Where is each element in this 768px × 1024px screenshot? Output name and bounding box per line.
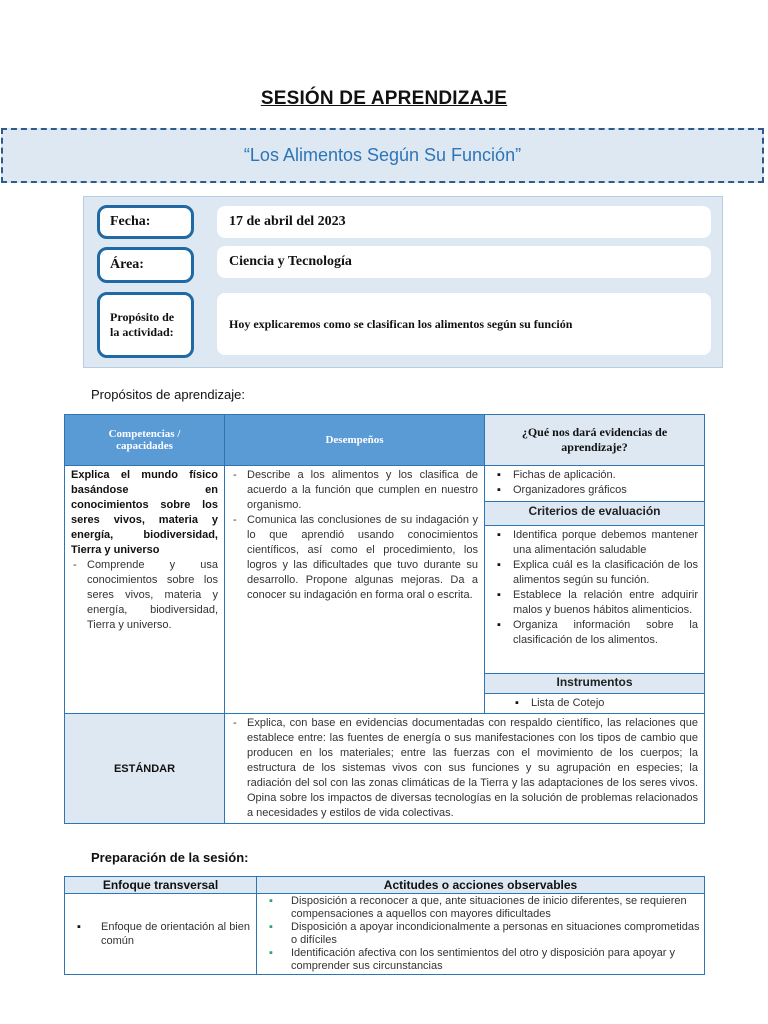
instrumentos-cell bbox=[485, 694, 705, 714]
proposito-label-box bbox=[97, 292, 194, 358]
fecha-label-box bbox=[97, 205, 194, 239]
area-value-box bbox=[217, 246, 711, 278]
actitud-item: ▪ Identificación afectiva con los sentimientos del otro y disposición para apoyar y comprender sus circunstancias bbox=[261, 947, 700, 973]
proposito-value: Hoy explicaremos como se clasifican los alimentos según su función bbox=[229, 316, 573, 331]
competencia-text: Explica el mundo físico basándose en conocimientos sobre los seres vivos, materia y energía, biodiversidad, Tierra y universo bbox=[71, 469, 218, 556]
fecha-value: 17 de abril del 2023 bbox=[229, 214, 346, 229]
desempeno-item: - Comunica las conclusiones de su indagación y lo que aprendió usando conocimientos científicos, así como el procedimiento, los logros y las dificultades que tuvo durante su desarrollo. Propone algunas mejoras. Da a conocer su indagación en forma oral o escrita. bbox=[231, 513, 478, 603]
session-subtitle: “Los Alimentos Según Su Función” bbox=[243, 145, 522, 165]
instrumentos-header: Instrumentos bbox=[485, 674, 705, 694]
criterio-item: ▪ Establece la relación entre adquirir malos y buenos hábitos alimenticios. bbox=[491, 588, 698, 618]
capacidad-item: - Comprende y usa conocimientos sobre los seres vivos, materia y energía, biodiversidad, Tierra y universo. bbox=[71, 558, 218, 633]
actitud-item: ▪ Disposición a reconocer a que, ante situaciones de inicio diferentes, se requieren compensaciones a aquellos con mayores dificultades bbox=[261, 895, 700, 921]
actitudes-list bbox=[261, 895, 700, 973]
criterios-cell bbox=[485, 526, 705, 674]
fecha-label: Fecha: bbox=[110, 214, 151, 229]
competencias-cell bbox=[65, 466, 225, 714]
page-title: SESIÓN DE APRENDIZAJE bbox=[260, 88, 508, 109]
estandar-list bbox=[231, 716, 698, 821]
evidencia-item: ▪ Organizadores gráficos bbox=[491, 483, 698, 498]
enfoque-list bbox=[71, 920, 250, 948]
info-panel bbox=[83, 196, 723, 368]
header-competencias-line1: Competencias / bbox=[108, 428, 181, 440]
header-competencias-line2: capacidades bbox=[116, 440, 173, 452]
desempenos-cell bbox=[225, 466, 485, 714]
evidencia-item: ▪ Fichas de aplicación. bbox=[491, 468, 698, 483]
proposito-label-line2: la actividad: bbox=[110, 325, 174, 339]
area-label-box bbox=[97, 247, 194, 283]
enfoque-cell bbox=[65, 894, 257, 975]
estandar-label: ESTÁNDAR bbox=[65, 714, 225, 824]
criterios-header: Criterios de evaluación bbox=[485, 502, 705, 526]
evidencias-list bbox=[491, 468, 698, 498]
proposito-label-line1: Propósito de bbox=[110, 310, 175, 324]
header-desempenos: Desempeños bbox=[225, 415, 485, 466]
actitudes-cell bbox=[257, 894, 705, 975]
desempenos-list bbox=[231, 468, 478, 603]
header-competencias bbox=[65, 415, 225, 466]
estandar-text: - Explica, con base en evidencias documentadas con respaldo científico, las relaciones que establece entre: las fuentes de energía o sus manifestaciones con los tipos de cambio que producen en los materiales; entre las fuerzas con el movimiento de los cuerpos; la estructura de los sistemas vivos con sus funciones y su agrupación en especies; la radiación del sol con las zonas climáticas de la Tierra y las adaptaciones de los seres vivos. Opina sobre los impactos de diversas tecnologías en la solución de problemas relacionados a necesidades y estilos de vida colectivas. bbox=[231, 716, 698, 821]
enfoque-item: ▪ Enfoque de orientación al bien común bbox=[71, 920, 250, 948]
header-actitudes: Actitudes o acciones observables bbox=[257, 877, 705, 894]
criterio-item: ▪ Organiza información sobre la clasificación de los alimentos. bbox=[491, 618, 698, 648]
preparacion-heading: Preparación de la sesión: bbox=[91, 850, 249, 865]
criterios-list bbox=[491, 528, 698, 648]
criterio-item: ▪ Explica cuál es la clasificación de los alimentos según su función. bbox=[491, 558, 698, 588]
actitud-item: ▪ Disposición a apoyar incondicionalmente a personas en situaciones comprometidas o difíciles bbox=[261, 921, 700, 947]
preparation-table bbox=[64, 876, 705, 975]
subtitle-banner bbox=[1, 128, 764, 183]
instrumento-item: ▪ Lista de Cotejo bbox=[509, 696, 698, 711]
capacidades-list bbox=[71, 558, 218, 633]
area-value: Ciencia y Tecnología bbox=[229, 254, 352, 269]
desempeno-item: - Describe a los alimentos y los clasifica de acuerdo a la función que cumplen en nuestro organismo. bbox=[231, 468, 478, 513]
area-label: Área: bbox=[110, 257, 144, 272]
learning-table bbox=[64, 414, 705, 824]
header-enfoque: Enfoque transversal bbox=[65, 877, 257, 894]
propositos-heading: Propósitos de aprendizaje: bbox=[91, 387, 245, 402]
criterio-item: ▪ Identifica porque debemos mantener una alimentación saludable bbox=[491, 528, 698, 558]
proposito-value-box bbox=[217, 293, 711, 355]
evidencias-cell bbox=[485, 466, 705, 502]
fecha-value-box bbox=[217, 206, 711, 238]
estandar-cell bbox=[225, 714, 705, 824]
header-evidencias: ¿Qué nos dará evidencias de aprendizaje? bbox=[485, 415, 705, 466]
instrumentos-list bbox=[509, 696, 698, 711]
